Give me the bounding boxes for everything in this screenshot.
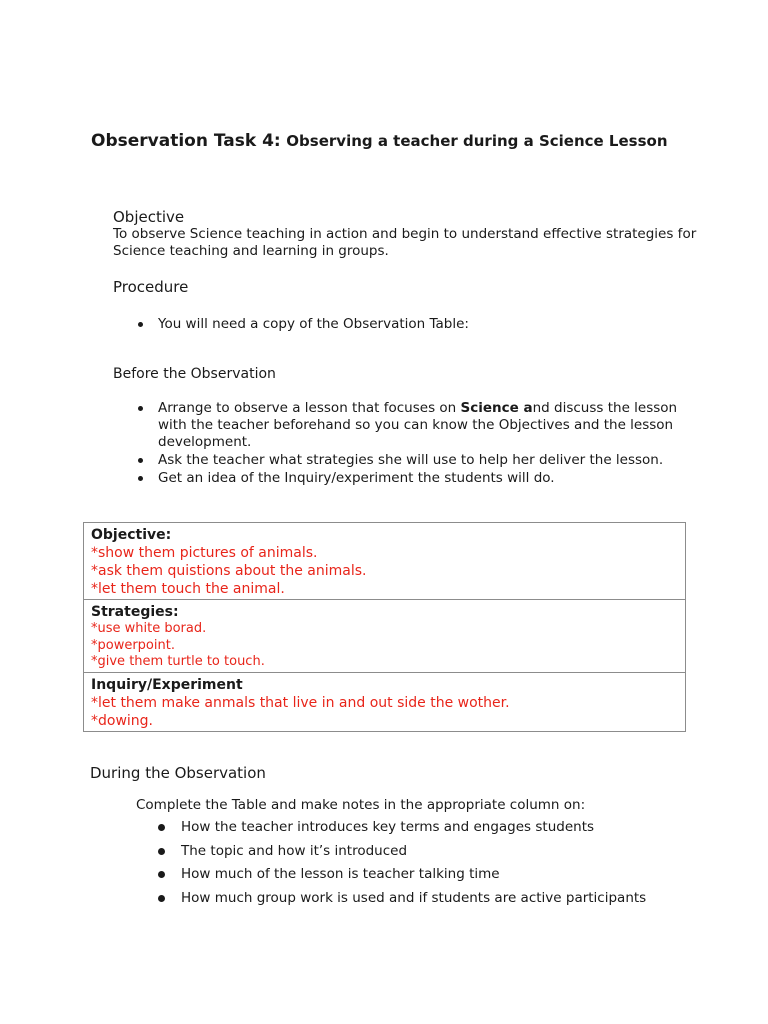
- inquiry-item: *let them make anmals that live in and out side the wother.: [91, 695, 510, 711]
- list-item: How much of the lesson is teacher talking time: [181, 866, 701, 890]
- procedure-list: [158, 316, 688, 333]
- title-task-number: Observation Task 4:: [91, 131, 281, 151]
- objective-text: To observe Science teaching in action and begin to understand effective strategies for Science teaching and learning in groups.: [113, 226, 697, 259]
- strategy-item: *give them turtle to touch.: [91, 654, 265, 669]
- during-observation-heading: During the Observation: [90, 764, 266, 782]
- page-title: [91, 128, 691, 154]
- inquiry-item: *dowing.: [91, 713, 154, 729]
- title-task-description: Observing a teacher during a Science Lesson: [286, 132, 668, 150]
- before-observation-heading: Before the Observation: [113, 366, 276, 382]
- objective-item: *ask them quistions about the animals.: [91, 563, 367, 579]
- table-row-objective: [84, 523, 685, 600]
- observation-table: [83, 522, 686, 732]
- strategy-item: *powerpoint.: [91, 637, 175, 653]
- list-item: How much group work is used and if students are active participants: [181, 890, 701, 914]
- during-observation-intro: Complete the Table and make notes in the appropriate column on:: [136, 797, 586, 813]
- objective-item: *let them touch the animal.: [91, 581, 285, 597]
- list-item: How the teacher introduces key terms and engages students: [181, 819, 701, 843]
- inquiry-row-header: Inquiry/Experiment: [91, 677, 243, 693]
- before-observation-list: [158, 400, 698, 487]
- table-row-strategies: [84, 600, 685, 673]
- list-item: Get an idea of the Inquiry/experiment the students will do.: [158, 470, 698, 487]
- objective-row-header: Objective:: [91, 527, 172, 543]
- list-item: You will need a copy of the Observation Table:: [158, 316, 688, 333]
- table-row-inquiry: [84, 673, 685, 732]
- list-item: Ask the teacher what strategies she will use to help her deliver the lesson.: [158, 452, 698, 469]
- strategy-item: *use white borad.: [91, 621, 207, 636]
- objective-item: *show them pictures of animals.: [91, 545, 318, 561]
- list-item: The topic and how it’s introduced: [181, 843, 701, 867]
- bullet-text: Arrange to observe a lesson that focuses on: [158, 400, 461, 416]
- during-observation-list: [181, 819, 701, 914]
- bullet-text: nd discuss the lesson with the teacher beforehand so you can know the Objectives and the lesson development.: [158, 400, 678, 450]
- bullet-bold-text: Science a: [460, 400, 533, 416]
- objective-heading: Objective: [113, 208, 185, 226]
- strategies-row-header: Strategies:: [91, 604, 179, 620]
- list-item: [158, 400, 698, 451]
- procedure-heading: Procedure: [113, 278, 189, 296]
